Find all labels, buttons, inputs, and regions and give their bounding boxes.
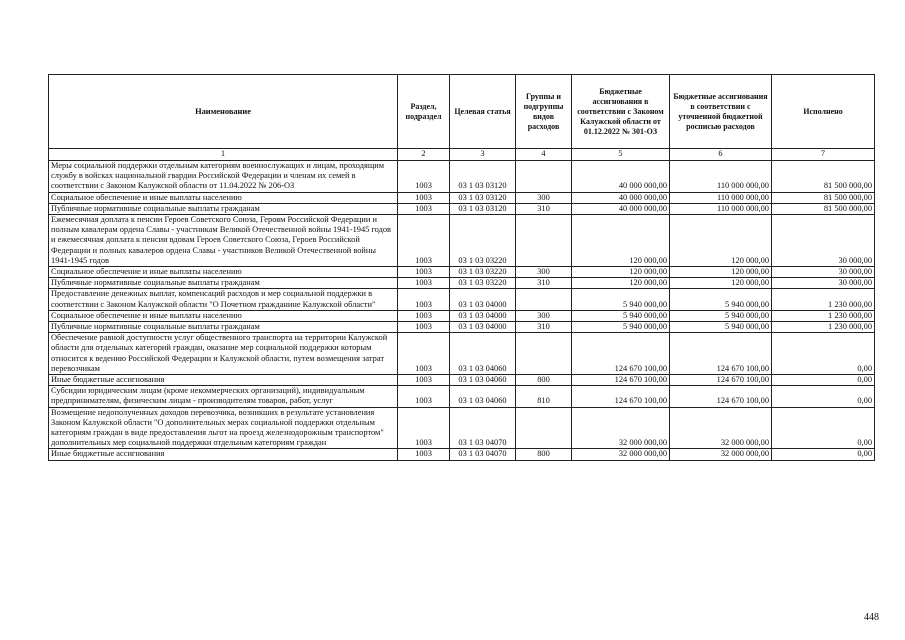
row-budget-refined: 124 670 100,00 xyxy=(670,386,772,407)
column-number: 1 xyxy=(49,149,398,161)
row-executed: 30 000,00 xyxy=(772,278,875,289)
row-budget-law: 5 940 000,00 xyxy=(572,322,670,333)
row-target: 03 1 03 04060 xyxy=(450,386,516,407)
table-row xyxy=(49,333,875,375)
row-target: 03 1 03 03220 xyxy=(450,267,516,278)
row-name: Социальное обеспечение и иные выплаты населению xyxy=(49,267,398,278)
row-executed: 30 000,00 xyxy=(772,267,875,278)
column-number: 7 xyxy=(772,149,875,161)
row-budget-law: 40 000 000,00 xyxy=(572,203,670,214)
row-group xyxy=(516,289,572,310)
row-executed: 0,00 xyxy=(772,375,875,386)
row-budget-law: 120 000,00 xyxy=(572,267,670,278)
table-row xyxy=(49,161,875,193)
row-section: 1003 xyxy=(398,215,450,267)
row-section: 1003 xyxy=(398,333,450,375)
row-group xyxy=(516,407,572,449)
column-number: 3 xyxy=(450,149,516,161)
column-number-row xyxy=(49,149,875,161)
page-number: 448 xyxy=(864,612,879,623)
row-target: 03 1 03 03120 xyxy=(450,203,516,214)
row-executed: 81 500 000,00 xyxy=(772,203,875,214)
row-section: 1003 xyxy=(398,192,450,203)
table-row xyxy=(49,375,875,386)
table-row xyxy=(49,449,875,460)
table-row xyxy=(49,322,875,333)
header-budget-refined: Бюджетные ассигнования в соответствии с уточненной бюджетной росписью расходов xyxy=(670,75,772,149)
row-group xyxy=(516,333,572,375)
row-section: 1003 xyxy=(398,161,450,193)
row-group: 310 xyxy=(516,322,572,333)
row-budget-law: 40 000 000,00 xyxy=(572,192,670,203)
row-budget-refined: 5 940 000,00 xyxy=(670,289,772,310)
row-section: 1003 xyxy=(398,407,450,449)
row-budget-refined: 120 000,00 xyxy=(670,267,772,278)
row-budget-refined: 120 000,00 xyxy=(670,215,772,267)
row-budget-law: 120 000,00 xyxy=(572,215,670,267)
column-number: 2 xyxy=(398,149,450,161)
row-name: Возмещение недополученных доходов перевозчика, возникших в результате установления Законом Калужской области "О дополнительных мерах социальной поддержки отдельным категориям граждан в виде предоставления льгот на проезд железнодорожным транспортом" дополнительных мер социальной поддержки отдельным категориям граждан xyxy=(49,407,398,449)
row-budget-law: 5 940 000,00 xyxy=(572,289,670,310)
row-executed: 1 230 000,00 xyxy=(772,322,875,333)
header-target: Целевая статья xyxy=(450,75,516,149)
table-row xyxy=(49,278,875,289)
row-name: Иные бюджетные ассигнования xyxy=(49,375,398,386)
table-row xyxy=(49,267,875,278)
row-executed: 0,00 xyxy=(772,333,875,375)
row-target: 03 1 03 04000 xyxy=(450,310,516,321)
row-name: Меры социальной поддержки отдельным категориям военнослужащих и лицам, проходящим службу в войсках национальной гвардии Российской Федерации и членам их семей в соответствии с Законом Калужской области от 11.04.2022 № 206-ОЗ xyxy=(49,161,398,193)
row-budget-refined: 110 000 000,00 xyxy=(670,203,772,214)
table-row xyxy=(49,310,875,321)
row-section: 1003 xyxy=(398,386,450,407)
row-name: Иные бюджетные ассигнования xyxy=(49,449,398,460)
row-section: 1003 xyxy=(398,322,450,333)
row-name: Социальное обеспечение и иные выплаты населению xyxy=(49,192,398,203)
row-group: 300 xyxy=(516,267,572,278)
row-name: Публичные нормативные социальные выплаты гражданам xyxy=(49,203,398,214)
row-section: 1003 xyxy=(398,289,450,310)
row-target: 03 1 03 04070 xyxy=(450,407,516,449)
budget-table-sheet xyxy=(48,74,874,461)
row-executed: 0,00 xyxy=(772,386,875,407)
row-group: 800 xyxy=(516,449,572,460)
budget-table xyxy=(48,74,875,461)
row-section: 1003 xyxy=(398,267,450,278)
row-budget-refined: 32 000 000,00 xyxy=(670,449,772,460)
row-budget-refined: 5 940 000,00 xyxy=(670,322,772,333)
row-budget-law: 124 670 100,00 xyxy=(572,333,670,375)
row-target: 03 1 03 03220 xyxy=(450,215,516,267)
column-number: 5 xyxy=(572,149,670,161)
row-executed: 1 230 000,00 xyxy=(772,310,875,321)
row-budget-refined: 110 000 000,00 xyxy=(670,161,772,193)
row-target: 03 1 03 04070 xyxy=(450,449,516,460)
row-name: Публичные нормативные социальные выплаты гражданам xyxy=(49,278,398,289)
row-group xyxy=(516,215,572,267)
row-section: 1003 xyxy=(398,449,450,460)
row-target: 03 1 03 04060 xyxy=(450,375,516,386)
row-section: 1003 xyxy=(398,310,450,321)
table-row xyxy=(49,407,875,449)
row-budget-refined: 32 000 000,00 xyxy=(670,407,772,449)
row-group: 800 xyxy=(516,375,572,386)
row-executed: 0,00 xyxy=(772,449,875,460)
row-section: 1003 xyxy=(398,375,450,386)
header-executed: Исполнено xyxy=(772,75,875,149)
row-target: 03 1 03 03220 xyxy=(450,278,516,289)
row-name: Предоставление денежных выплат, компенсаций расходов и мер социальной поддержки в соответствии с Законом Калужской области "О Почетном гражданине Калужской области" xyxy=(49,289,398,310)
row-executed: 81 500 000,00 xyxy=(772,192,875,203)
row-group: 300 xyxy=(516,192,572,203)
row-budget-refined: 120 000,00 xyxy=(670,278,772,289)
row-executed: 1 230 000,00 xyxy=(772,289,875,310)
row-group: 310 xyxy=(516,278,572,289)
row-name: Ежемесячная доплата к пенсии Героев Советского Союза, Героям Российской Федерации и полным кавалерам ордена Славы - участникам Великой Отечественной войны 1941-1945 годов и ежемесячная доплата к пенсии вдовам Героев Советского Союза, Героев Российской Федерации и полных кавалеров ордена Славы - участников Великой Отечественной войны 1941-1945 годов xyxy=(49,215,398,267)
table-row xyxy=(49,386,875,407)
row-budget-law: 124 670 100,00 xyxy=(572,375,670,386)
row-budget-law: 124 670 100,00 xyxy=(572,386,670,407)
row-target: 03 1 03 03120 xyxy=(450,192,516,203)
row-target: 03 1 03 04000 xyxy=(450,289,516,310)
table-row xyxy=(49,192,875,203)
row-budget-refined: 5 940 000,00 xyxy=(670,310,772,321)
header-section: Раздел, подраздел xyxy=(398,75,450,149)
column-number: 6 xyxy=(670,149,772,161)
row-group xyxy=(516,161,572,193)
row-executed: 0,00 xyxy=(772,407,875,449)
header-budget-law: Бюджетные ассигнования в соответствии с Законом Калужской области от 01.12.2022 № 301-ОЗ xyxy=(572,75,670,149)
row-group: 310 xyxy=(516,203,572,214)
row-target: 03 1 03 04000 xyxy=(450,322,516,333)
row-target: 03 1 03 03120 xyxy=(450,161,516,193)
row-budget-law: 40 000 000,00 xyxy=(572,161,670,193)
row-budget-law: 120 000,00 xyxy=(572,278,670,289)
table-row xyxy=(49,203,875,214)
header-row xyxy=(49,75,875,149)
row-budget-law: 32 000 000,00 xyxy=(572,449,670,460)
row-name: Социальное обеспечение и иные выплаты населению xyxy=(49,310,398,321)
row-budget-refined: 124 670 100,00 xyxy=(670,375,772,386)
row-executed: 81 500 000,00 xyxy=(772,161,875,193)
row-budget-law: 32 000 000,00 xyxy=(572,407,670,449)
row-group: 810 xyxy=(516,386,572,407)
row-budget-refined: 124 670 100,00 xyxy=(670,333,772,375)
row-target: 03 1 03 04060 xyxy=(450,333,516,375)
row-budget-refined: 110 000 000,00 xyxy=(670,192,772,203)
row-name: Обеспечение равной доступности услуг общественного транспорта на территории Калужской области для отдельных категорий граждан, оказание мер социальной поддержки которым относится к ведению Российской Федерации и Калужской области, путем возмещения затрат перевозчикам xyxy=(49,333,398,375)
table-row xyxy=(49,289,875,310)
row-group: 300 xyxy=(516,310,572,321)
row-section: 1003 xyxy=(398,278,450,289)
row-section: 1003 xyxy=(398,203,450,214)
table-row xyxy=(49,215,875,267)
row-budget-law: 5 940 000,00 xyxy=(572,310,670,321)
header-name: Наименование xyxy=(49,75,398,149)
header-group: Группы и подгруппы видов расходов xyxy=(516,75,572,149)
row-executed: 30 000,00 xyxy=(772,215,875,267)
row-name: Публичные нормативные социальные выплаты гражданам xyxy=(49,322,398,333)
column-number: 4 xyxy=(516,149,572,161)
row-name: Субсидии юридическим лицам (кроме некоммерческих организаций), индивидуальным предпринимателям, физическим лицам - производителям товаров, работ, услуг xyxy=(49,386,398,407)
